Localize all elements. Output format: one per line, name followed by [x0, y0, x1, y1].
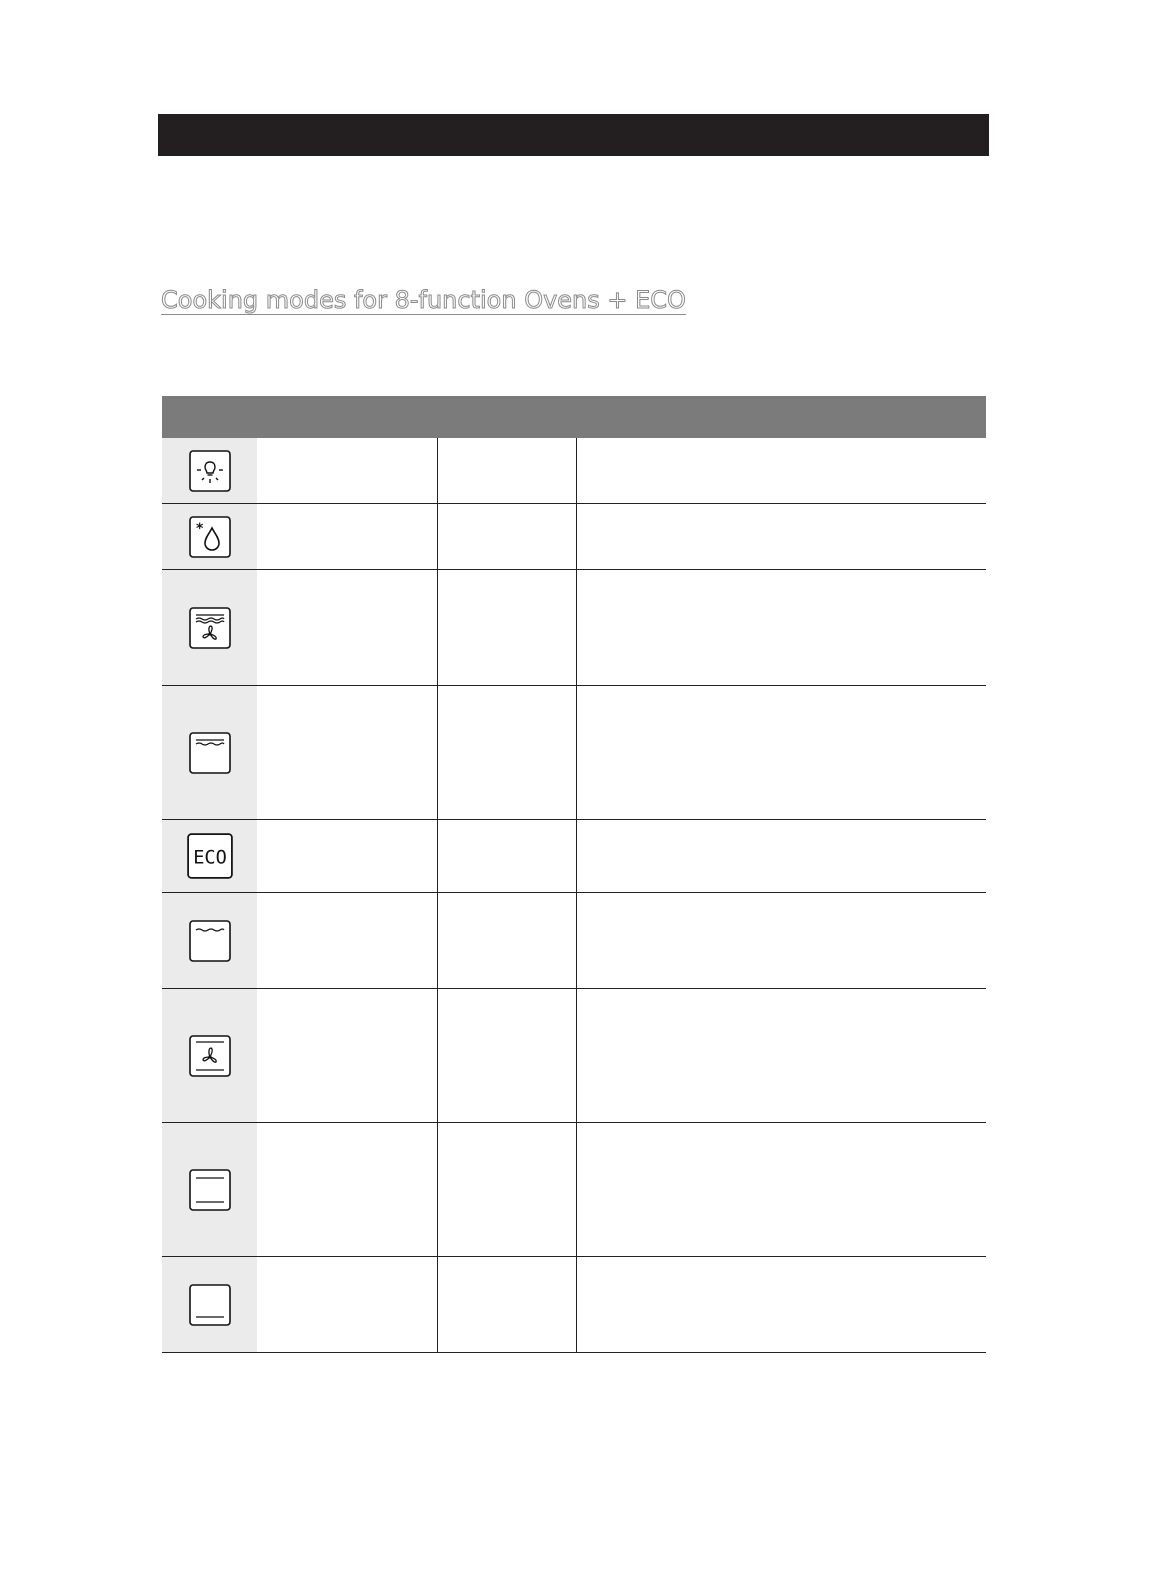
table-row — [162, 820, 986, 893]
mode-description — [577, 989, 986, 1122]
top-heat-icon — [162, 686, 257, 819]
table-row — [162, 1123, 986, 1257]
header-icon — [162, 396, 257, 438]
cooking-modes-table — [162, 396, 986, 1353]
light-bulb-icon — [162, 438, 257, 503]
mode-temperature — [438, 504, 577, 569]
mode-name — [257, 504, 438, 569]
mode-description — [577, 893, 986, 988]
bottom-heat-fan-icon — [162, 989, 257, 1122]
mode-description — [577, 570, 986, 685]
table-row — [162, 989, 986, 1123]
mode-temperature — [438, 438, 577, 503]
bottom-heat-icon — [162, 1257, 257, 1352]
svg-text:*: * — [195, 520, 203, 537]
header-name — [257, 396, 437, 438]
mode-name — [257, 820, 438, 892]
mode-name — [257, 686, 438, 819]
table-row — [162, 1257, 986, 1353]
mode-name — [257, 893, 438, 988]
mode-name — [257, 1123, 438, 1256]
table-row — [162, 893, 986, 989]
table-row — [162, 686, 986, 820]
table-row — [162, 570, 986, 686]
mode-description — [577, 686, 986, 819]
defrost-icon — [162, 504, 257, 569]
header-bar — [158, 114, 989, 156]
mode-temperature — [438, 1123, 577, 1256]
grill-icon — [162, 893, 257, 988]
mode-description — [577, 438, 986, 503]
mode-name — [257, 1257, 438, 1352]
header-temperature — [437, 396, 575, 438]
section-title: Cooking modes for 8-function Ovens + ECO — [161, 286, 686, 314]
mode-name — [257, 989, 438, 1122]
mode-temperature — [438, 989, 577, 1122]
table-row — [162, 438, 986, 504]
mode-description — [577, 820, 986, 892]
mode-name — [257, 570, 438, 685]
header-description — [575, 396, 986, 438]
mode-temperature — [438, 686, 577, 819]
mode-description — [577, 1257, 986, 1352]
eco-icon — [162, 820, 257, 892]
table-row — [162, 504, 986, 570]
mode-name — [257, 438, 438, 503]
table-header — [162, 396, 986, 438]
mode-description — [577, 504, 986, 569]
mode-temperature — [438, 1257, 577, 1352]
eco-icon-label: ECO — [192, 847, 227, 869]
top-bottom-heat-icon — [162, 1123, 257, 1256]
mode-description — [577, 1123, 986, 1256]
mode-temperature — [438, 820, 577, 892]
mode-temperature — [438, 893, 577, 988]
top-heat-fan-icon — [162, 570, 257, 685]
mode-temperature — [438, 570, 577, 685]
